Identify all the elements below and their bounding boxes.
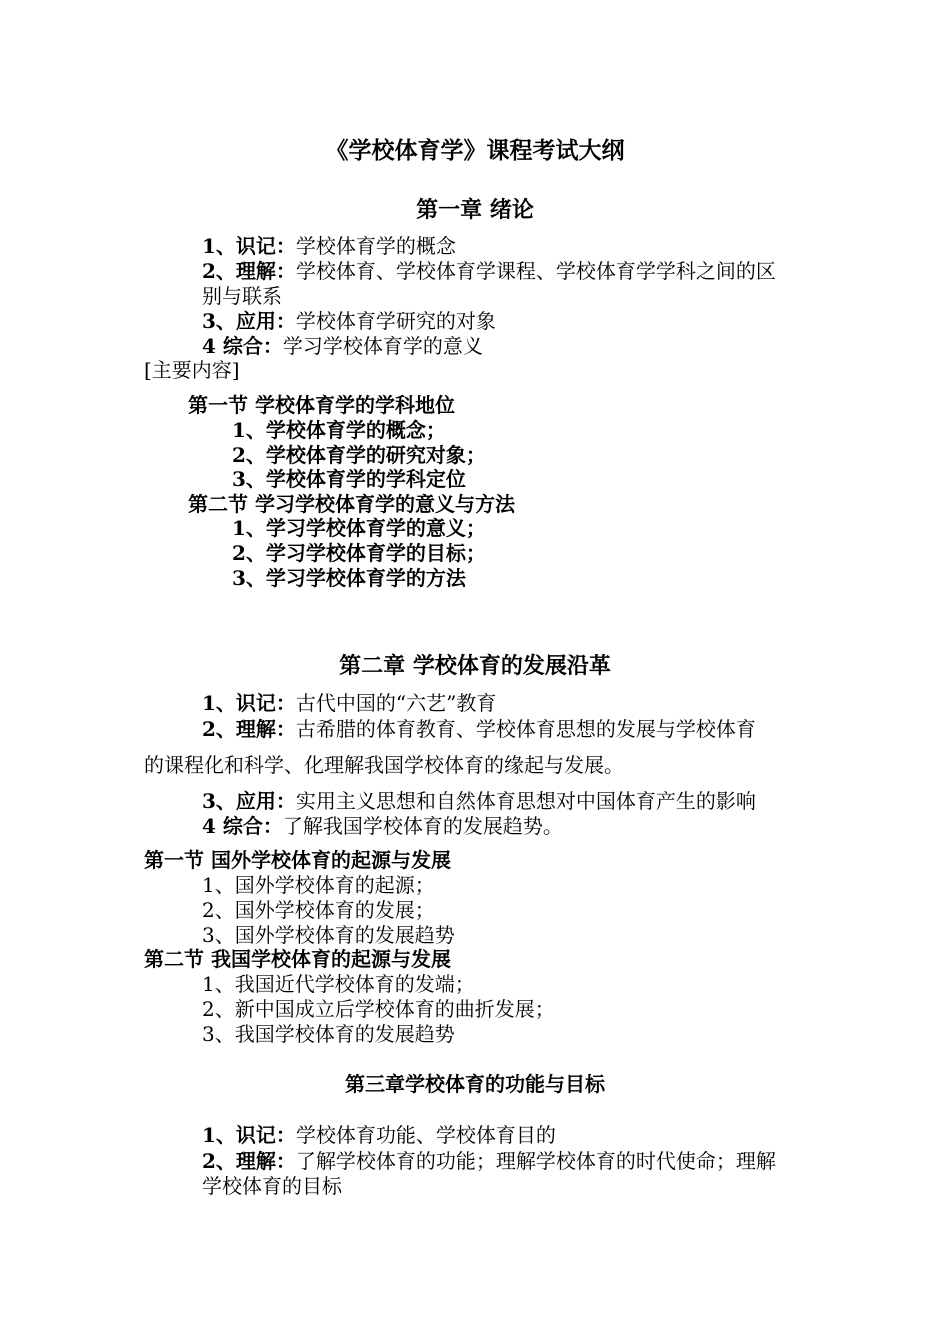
ch2-objective-2-continued: 的课程化和科学、化理解我国学校体育的缘起与发展。 — [144, 753, 624, 777]
objective-label: 3、应用： — [202, 789, 296, 813]
objective-label: 1、识记： — [202, 691, 296, 715]
ch2-objective-1 — [202, 691, 496, 715]
objective-label: 4 综合： — [202, 814, 283, 838]
ch3-objective-2-continued: 学校体育的目标 — [202, 1174, 342, 1198]
ch1-section-1-item-3: 3、学校体育学的学科定位 — [232, 467, 466, 491]
ch2-section-2-item-1: 1、我国近代学校体育的发端； — [202, 972, 475, 996]
ch1-section-2-item-3: 3、学习学校体育学的方法 — [232, 566, 466, 590]
ch2-section-1-item-3: 3、国外学校体育的发展趋势 — [202, 923, 455, 947]
objective-text: 古代中国的“六艺”教育 — [295, 691, 497, 715]
document-title: 《学校体育学》课程考试大纲 — [325, 137, 625, 164]
objective-text: 学习学校体育学的意义 — [282, 334, 483, 358]
objective-text: 实用主义思想和自然体育思想对中国体育产生的影响 — [295, 789, 756, 813]
ch2-objective-3 — [202, 789, 756, 813]
main-content-label: [主要内容] — [144, 358, 240, 382]
ch2-section-1-item-2: 2、国外学校体育的发展； — [202, 898, 435, 922]
objective-label: 3、应用： — [202, 309, 296, 333]
ch2-section-1-title: 第一节 国外学校体育的起源与发展 — [144, 848, 451, 872]
ch1-objective-3 — [202, 309, 496, 333]
ch1-objective-1 — [202, 234, 456, 258]
chapter-3-heading: 第三章学校体育的功能与目标 — [345, 1072, 605, 1096]
ch1-section-1-title: 第一节 学校体育学的学科地位 — [188, 393, 455, 417]
ch2-objective-2 — [202, 717, 756, 741]
ch2-objective-4 — [202, 814, 563, 838]
ch1-objective-2-continued: 别与联系 — [202, 284, 282, 308]
ch1-objective-4 — [202, 334, 483, 358]
objective-label: 4 综合： — [202, 334, 283, 358]
ch1-section-2-title: 第二节 学习学校体育学的意义与方法 — [188, 492, 515, 516]
objective-text: 学校体育学的概念 — [295, 234, 456, 258]
objective-text: 学校体育、学校体育学课程、学校体育学学科之间的区 — [295, 259, 776, 283]
objective-label: 1、识记： — [202, 1123, 296, 1147]
ch3-objective-2 — [202, 1149, 776, 1173]
chapter-1-heading: 第一章 绪论 — [416, 197, 534, 223]
ch1-section-1-item-2: 2、学校体育学的研究对象； — [232, 443, 486, 467]
objective-label: 2、理解： — [202, 1149, 296, 1173]
ch1-objective-2 — [202, 259, 776, 283]
ch1-section-2-item-1: 1、学习学校体育学的意义； — [232, 516, 486, 540]
ch2-section-2-item-2: 2、新中国成立后学校体育的曲折发展； — [202, 997, 555, 1021]
objective-label: 2、理解： — [202, 259, 296, 283]
objective-label: 2、理解： — [202, 717, 296, 741]
ch3-objective-1 — [202, 1123, 556, 1147]
chapter-2-heading: 第二章 学校体育的发展沿革 — [339, 653, 611, 679]
objective-text: 学校体育学研究的对象 — [295, 309, 496, 333]
objective-text: 古希腊的体育教育、学校体育思想的发展与学校体育 — [295, 717, 756, 741]
objective-text: 了解我国学校体育的发展趋势。 — [282, 814, 563, 838]
objective-text: 了解学校体育的功能；理解学校体育的时代使命；理解 — [295, 1149, 776, 1173]
ch2-section-1-item-1: 1、国外学校体育的起源； — [202, 873, 435, 897]
ch1-section-2-item-2: 2、学习学校体育学的目标； — [232, 541, 486, 565]
ch2-section-2-title: 第二节 我国学校体育的起源与发展 — [144, 947, 451, 971]
ch1-section-1-item-1: 1、学校体育学的概念； — [232, 418, 446, 442]
objective-text: 学校体育功能、学校体育目的 — [295, 1123, 556, 1147]
objective-label: 1、识记： — [202, 234, 296, 258]
ch2-section-2-item-3: 3、我国学校体育的发展趋势 — [202, 1022, 455, 1046]
